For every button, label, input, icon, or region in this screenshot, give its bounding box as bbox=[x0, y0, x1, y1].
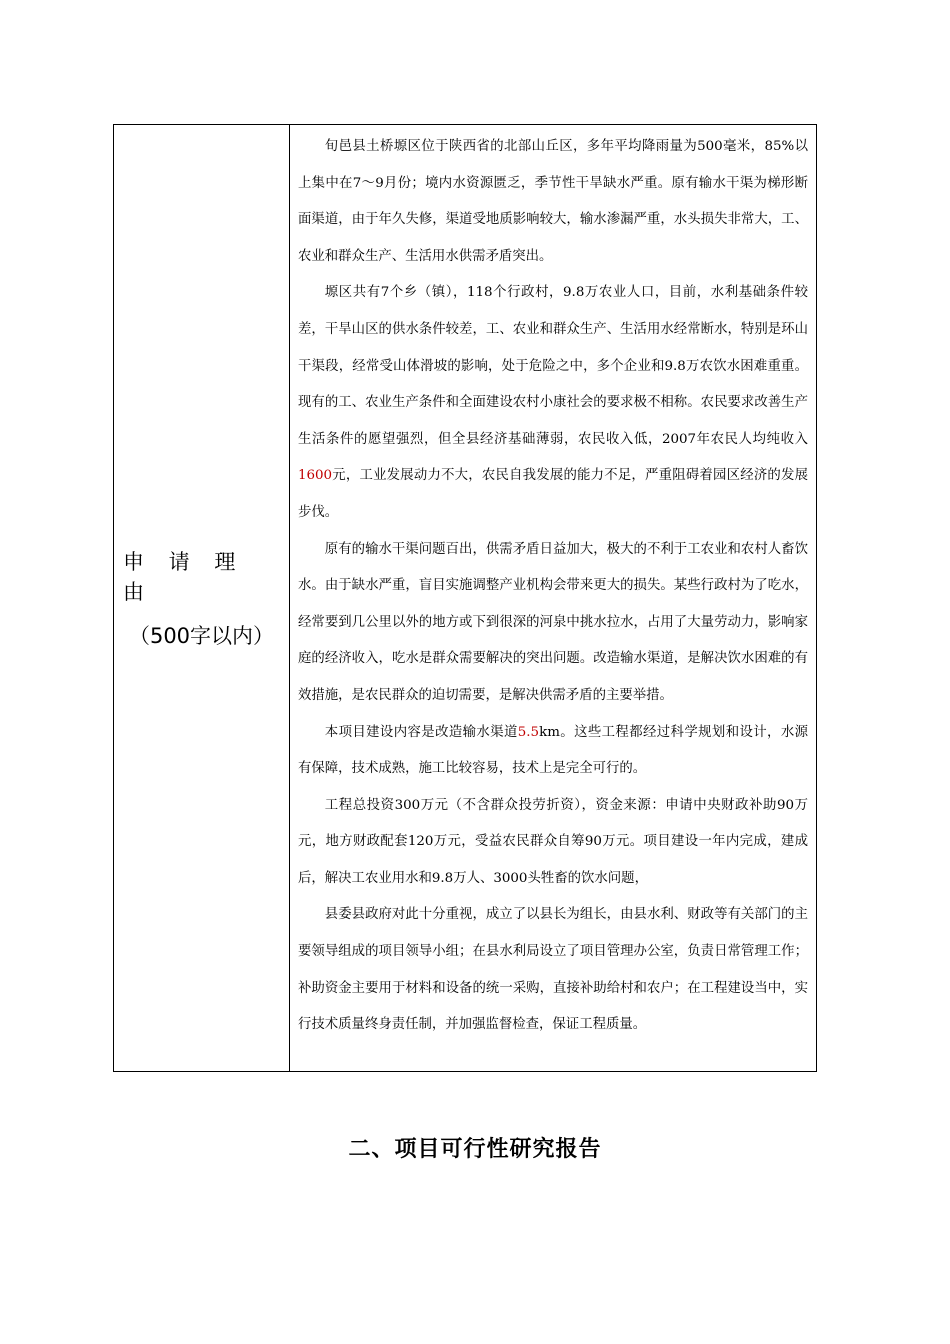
paragraph-text: km。这些工程都经过科学规划和设计，水源有保障，技术成熟，施工比较容易，技术上是完全可行的。 bbox=[298, 724, 809, 777]
reason-paragraph bbox=[298, 788, 808, 898]
application-reason-table bbox=[113, 124, 817, 1072]
highlighted-value: 5.5 bbox=[517, 724, 540, 740]
label-title: 申 请 理 由 bbox=[123, 550, 245, 604]
paragraph-text: 县委县政府对此十分重视，成立了以县长为组长，由县水利、财政等有关部门的主要领导组成的项目领导小组；在县水利局设立了项目管理办公室，负责日常管理工作；补助资金主要用于材料和设备的统一采购，直接补助给村和农户；在工程建设当中，实行技术质量终身责任制，并加强监督检查，保证工程质量。 bbox=[298, 907, 808, 1033]
section-title: 二、项目可行性研究报告 bbox=[348, 1137, 602, 1162]
highlighted-value: 1600 bbox=[298, 468, 333, 484]
paragraph-text: 元，工业发展动力不大，农民自我发展的能力不足，严重阻碍着园区经济的发展步伐。 bbox=[298, 468, 808, 520]
reason-paragraph bbox=[298, 129, 808, 275]
paragraph-text: 本项目建设内容是改造输水渠道 bbox=[324, 724, 518, 740]
paragraph-text: 塬区共有7个乡（镇），118个行政村，9.8万农业人口，目前，水利基础条件较差，干旱山区的供水条件较差，工、农业和群众生产、生活用水经常断水，特别是环山干渠段，经常受山体滑坡的影响，处于危险之中，多个企业和9.8万农饮水困难重重。现有的工、农业生产条件和全面建设农村小康社会的要求极不相称。农民要求改善生产生活条件的愿望强烈，但全县经济基础薄弱，农民收入低，2007年农民人均纯收入 bbox=[298, 285, 808, 447]
reason-paragraph bbox=[298, 897, 808, 1043]
label-note: （500字以内） bbox=[128, 624, 275, 648]
label-cell bbox=[114, 125, 290, 1071]
paragraph-text: 原有的输水干渠问题百出，供需矛盾日益加大，极大的不利于工农业和农村人畜饮水。由于缺水严重，盲目实施调整产业机构会带来更大的损失。某些行政村为了吃水，经常要到几公里以外的地方或下到很深的河泉中挑水拉水，占用了大量劳动力，影响家庭的经济收入，吃水是群众需要解决的突出问题。改造输水渠道，是解决饮水困难的有效措施，是农民群众的迫切需要，是解决供需矛盾的主要举措。 bbox=[298, 541, 808, 703]
paragraph-text: 旬邑县土桥塬区位于陕西省的北部山丘区，多年平均降雨量为500毫米，85%以上集中在7～9月份；境内水资源匮乏，季节性干旱缺水严重。原有输水干渠为梯形断面渠道，由于年久失修，渠道受地质影响较大，输水渗漏严重，水头损失非常大，工、农业和群众生产、生活用水供需矛盾突出。 bbox=[298, 139, 808, 264]
reason-paragraph bbox=[298, 275, 808, 531]
paragraph-text: 工程总投资300万元（不含群众投劳折资），资金来源：申请中央财政补助90万元，地方财政配套120万元，受益农民群众自筹90万元。项目建设一年内完成，建成后，解决工农业用水和9.8万人、3000头牲畜的饮水问题， bbox=[298, 797, 808, 886]
reason-paragraph bbox=[298, 532, 808, 715]
reason-content-cell bbox=[290, 125, 816, 1071]
reason-paragraph bbox=[298, 715, 808, 788]
